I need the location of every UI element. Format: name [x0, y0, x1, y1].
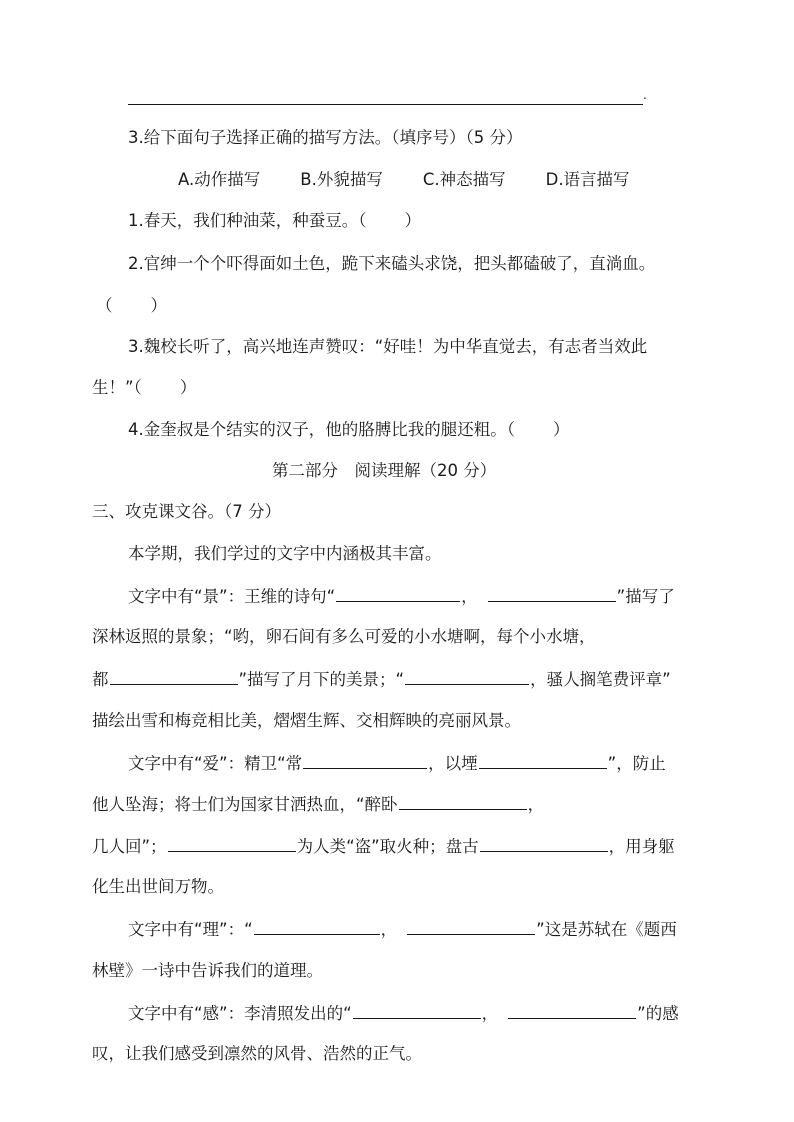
text: ”描写了 — [616, 587, 675, 606]
fill-blank[interactable] — [110, 667, 238, 685]
sentence-3-tail: 生！”（ — [92, 378, 142, 397]
q3-sentence-2: 2.官绅一个个吓得面如土色，跪下来磕头求饶，把头都磕破了，直淌血。 — [128, 254, 656, 273]
gan-line-1 — [128, 1001, 679, 1026]
fill-blank[interactable] — [508, 1001, 636, 1019]
option-c: C.神态描写 — [422, 170, 506, 189]
text: 他人坠海；将士们为国家甘洒热血，“醉卧 — [92, 795, 398, 814]
text: ，骚人搁笔费评章” — [530, 670, 671, 689]
text: ， — [481, 1004, 499, 1023]
li-line-2: 林壁》一诗中告诉我们的道理。 — [92, 961, 323, 980]
ai-line-3 — [92, 834, 675, 859]
option-b: B.外貌描写 — [300, 170, 383, 189]
answer-line-end-mark: . — [643, 88, 647, 102]
text: ”的感 — [637, 1004, 679, 1023]
text: 为人类“盗”取火种；盘古 — [296, 837, 479, 856]
fill-blank[interactable] — [405, 667, 529, 685]
fill-blank[interactable] — [479, 751, 607, 769]
text: 几人回”； — [92, 837, 167, 856]
sentence-1-text: 1.春天，我们种油菜，种蚕豆。（ — [128, 211, 367, 230]
ai-line-4: 化生出世间万物。 — [92, 877, 224, 896]
paren-close: ） — [150, 296, 167, 315]
section3-heading: 三、攻克课文谷。（7 分） — [92, 502, 281, 521]
ai-line-2 — [92, 792, 544, 817]
fill-blank[interactable] — [168, 834, 296, 852]
q3-sentence-3-end — [92, 376, 196, 400]
gan-line-2: 叹，让我们感受到凛然的风骨、浩然的正气。 — [92, 1044, 422, 1063]
paren-open: （ — [96, 296, 113, 315]
section3-intro: 本学期，我们学过的文字中内涵极其丰富。 — [128, 544, 442, 563]
fill-blank[interactable] — [254, 917, 380, 935]
fill-blank[interactable] — [488, 584, 616, 602]
sentence-1-close: ） — [404, 211, 421, 230]
text: ”，防止 — [607, 754, 666, 773]
q3-sentence-4 — [128, 418, 570, 442]
jing-line-1 — [128, 584, 675, 609]
text: ， — [461, 587, 478, 606]
text: ，以堙 — [428, 754, 478, 773]
fill-blank[interactable] — [336, 584, 460, 602]
fill-blank[interactable] — [303, 751, 427, 769]
fill-blank[interactable] — [353, 1001, 481, 1019]
text: 都 — [92, 670, 109, 689]
q3-sentence-3: 3.魏校长听了，高兴地连声赞叹：“好哇！为中华直觉去，有志者当效此 — [128, 337, 648, 356]
sentence-4-text: 4.金奎叔是个结实的汉子，他的胳膊比我的腿还粗。（ — [128, 420, 515, 439]
text: ”描写了月下的美景；“ — [238, 670, 405, 689]
text: 文字中有“感”：李清照发出的“ — [128, 1004, 352, 1023]
q3-instruction: 3.给下面句子选择正确的描写方法。（填序号）（5 分） — [128, 128, 523, 147]
part2-title: 第二部分 阅读理解（20 分） — [272, 461, 497, 480]
jing-line-4: 描绘出雪和梅竞相比美，熠熠生辉、交相辉映的亮丽风景。 — [92, 711, 521, 730]
text: 文字中有“爱”：精卫“常 — [128, 754, 303, 773]
q3-sentence-2-paren — [96, 294, 167, 318]
option-a: A.动作描写 — [178, 170, 261, 189]
text: 文字中有“景”：王维的诗句“ — [128, 587, 336, 606]
text: 文字中有“理”：“ — [128, 920, 253, 939]
jing-line-3 — [92, 667, 671, 692]
text: ”这是苏轼在《题西 — [536, 920, 677, 939]
option-d: D.语言描写 — [545, 170, 630, 189]
li-line-1 — [128, 917, 677, 942]
q3-sentence-1 — [128, 209, 421, 233]
paren-close: ） — [179, 378, 197, 397]
sentence-4-close: ） — [553, 420, 570, 439]
fill-blank[interactable] — [407, 917, 535, 935]
text: ， — [527, 795, 545, 814]
answer-line — [128, 104, 643, 105]
fill-blank[interactable] — [480, 834, 608, 852]
text: ，用身躯 — [608, 837, 675, 856]
text: ， — [380, 920, 398, 939]
fill-blank[interactable] — [399, 792, 527, 810]
q3-options — [178, 168, 630, 192]
jing-line-2: 深林返照的景象；“哟，卵石间有多么可爱的小水塘啊，每个小水塘， — [92, 627, 596, 646]
ai-line-1 — [128, 751, 666, 776]
